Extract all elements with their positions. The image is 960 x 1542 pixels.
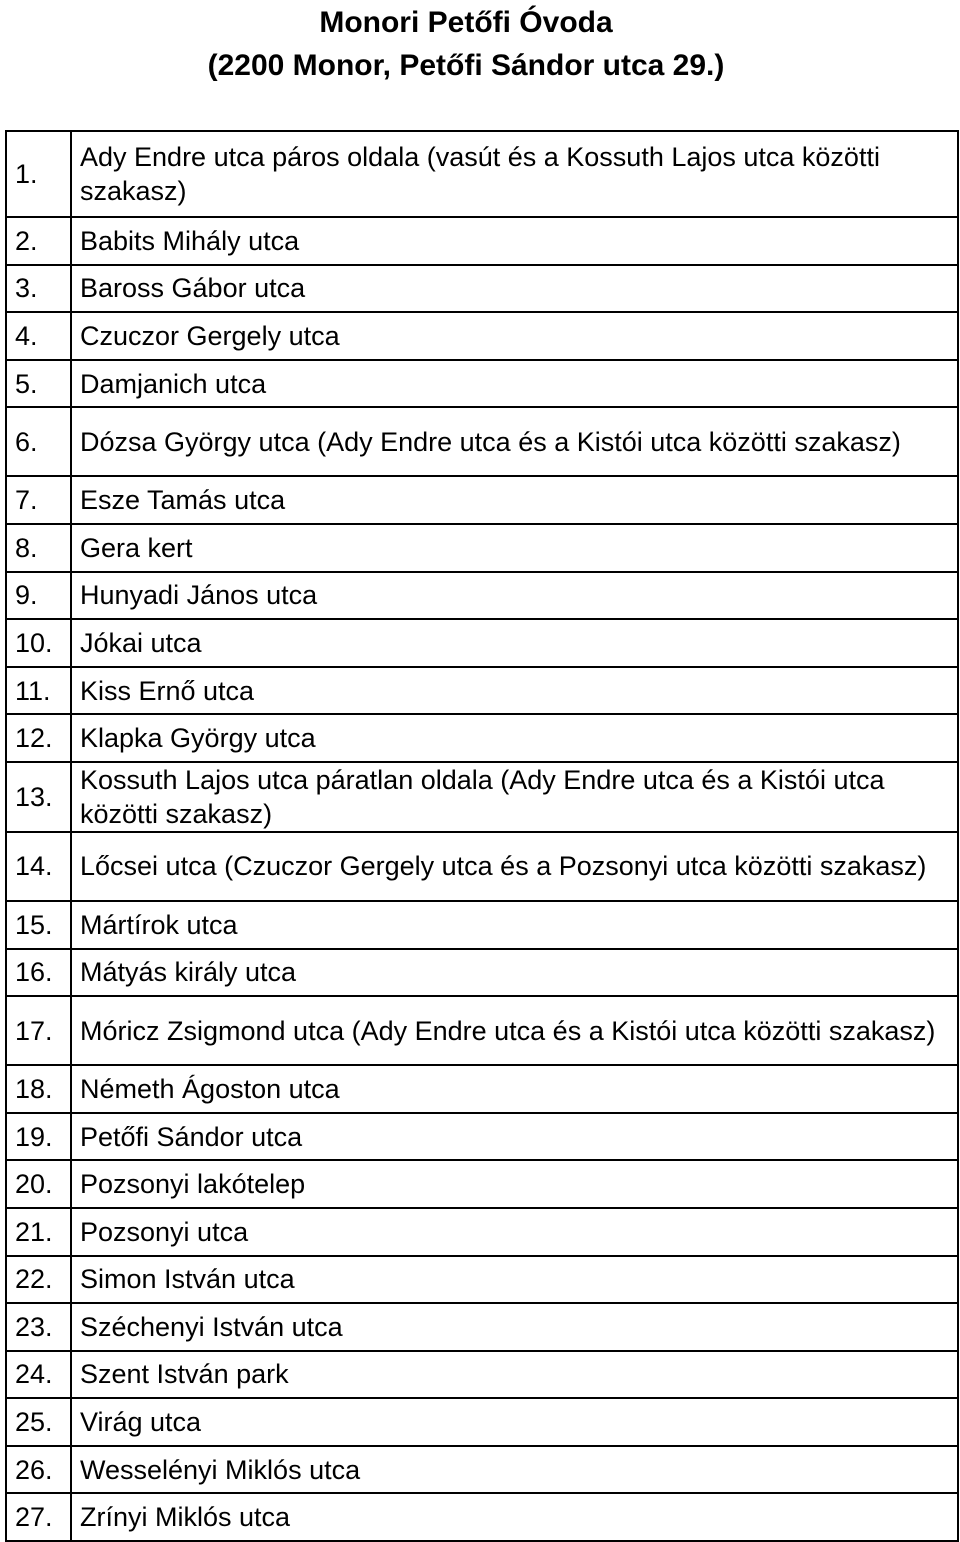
row-number: 13.	[6, 762, 71, 832]
street-name: Hunyadi János utca	[71, 572, 958, 620]
row-number: 19.	[6, 1113, 71, 1161]
street-name: Szent István park	[71, 1351, 958, 1399]
table-row	[6, 131, 958, 217]
row-number: 27.	[6, 1493, 71, 1541]
table-row	[6, 901, 958, 949]
table-row	[6, 1493, 958, 1541]
row-number: 22.	[6, 1256, 71, 1304]
row-number: 15.	[6, 901, 71, 949]
street-name: Dózsa György utca (Ady Endre utca és a Kistói utca közötti szakasz)	[71, 407, 958, 476]
document-title: Monori Petőfi Óvoda	[319, 6, 613, 39]
street-name: Mártírok utca	[71, 901, 958, 949]
document-address: (2200 Monor, Petőfi Sándor utca 29.)	[207, 49, 725, 82]
table-row	[6, 762, 958, 832]
table-row	[6, 1113, 958, 1161]
row-number: 26.	[6, 1446, 71, 1494]
table-row	[6, 360, 958, 408]
row-number: 5.	[6, 360, 71, 408]
street-name: Zrínyi Miklós utca	[71, 1493, 958, 1541]
table-row	[6, 1256, 958, 1304]
row-number: 4.	[6, 312, 71, 360]
table-row	[6, 407, 958, 476]
table-row	[6, 996, 958, 1065]
row-number: 1.	[6, 131, 71, 217]
street-name: Jókai utca	[71, 619, 958, 667]
row-number: 11.	[6, 667, 71, 715]
table-row	[6, 217, 958, 265]
street-name: Damjanich utca	[71, 360, 958, 408]
street-name: Czuczor Gergely utca	[71, 312, 958, 360]
table-row	[6, 265, 958, 313]
street-name: Széchenyi István utca	[71, 1303, 958, 1351]
table-row	[6, 1208, 958, 1256]
table-row	[6, 1351, 958, 1399]
street-name: Pozsonyi lakótelep	[71, 1160, 958, 1208]
row-number: 23.	[6, 1303, 71, 1351]
row-number: 10.	[6, 619, 71, 667]
street-name: Kiss Ernő utca	[71, 667, 958, 715]
table-row	[6, 572, 958, 620]
street-table-body	[6, 131, 958, 1541]
table-row	[6, 832, 958, 901]
row-number: 25.	[6, 1398, 71, 1446]
street-name: Wesselényi Miklós utca	[71, 1446, 958, 1494]
street-name: Baross Gábor utca	[71, 265, 958, 313]
street-name: Petőfi Sándor utca	[71, 1113, 958, 1161]
row-number: 24.	[6, 1351, 71, 1399]
table-row	[6, 667, 958, 715]
table-row	[6, 1160, 958, 1208]
row-number: 21.	[6, 1208, 71, 1256]
row-number: 17.	[6, 996, 71, 1065]
table-row	[6, 714, 958, 762]
row-number: 6.	[6, 407, 71, 476]
street-name: Esze Tamás utca	[71, 476, 958, 524]
row-number: 9.	[6, 572, 71, 620]
street-name: Móricz Zsigmond utca (Ady Endre utca és a Kistói utca közötti szakasz)	[71, 996, 958, 1065]
street-name: Pozsonyi utca	[71, 1208, 958, 1256]
street-name: Németh Ágoston utca	[71, 1065, 958, 1113]
table-row	[6, 1446, 958, 1494]
street-name: Simon István utca	[71, 1256, 958, 1304]
street-name: Gera kert	[71, 524, 958, 572]
street-name: Virág utca	[71, 1398, 958, 1446]
table-row	[6, 312, 958, 360]
table-row	[6, 1398, 958, 1446]
street-name: Babits Mihály utca	[71, 217, 958, 265]
table-row	[6, 1065, 958, 1113]
street-name: Kossuth Lajos utca páratlan oldala (Ady Endre utca és a Kistói utca közötti szakasz)	[71, 762, 958, 832]
row-number: 7.	[6, 476, 71, 524]
table-row	[6, 1303, 958, 1351]
street-name: Lőcsei utca (Czuczor Gergely utca és a Pozsonyi utca közötti szakasz)	[71, 832, 958, 901]
row-number: 16.	[6, 949, 71, 997]
street-table	[5, 130, 959, 1542]
table-row	[6, 476, 958, 524]
street-name: Klapka György utca	[71, 714, 958, 762]
table-row	[6, 949, 958, 997]
row-number: 2.	[6, 217, 71, 265]
table-row	[6, 524, 958, 572]
row-number: 14.	[6, 832, 71, 901]
row-number: 12.	[6, 714, 71, 762]
street-name: Ady Endre utca páros oldala (vasút és a Kossuth Lajos utca közötti szakasz)	[71, 131, 958, 217]
table-row	[6, 619, 958, 667]
row-number: 3.	[6, 265, 71, 313]
row-number: 18.	[6, 1065, 71, 1113]
street-name: Mátyás király utca	[71, 949, 958, 997]
row-number: 8.	[6, 524, 71, 572]
row-number: 20.	[6, 1160, 71, 1208]
